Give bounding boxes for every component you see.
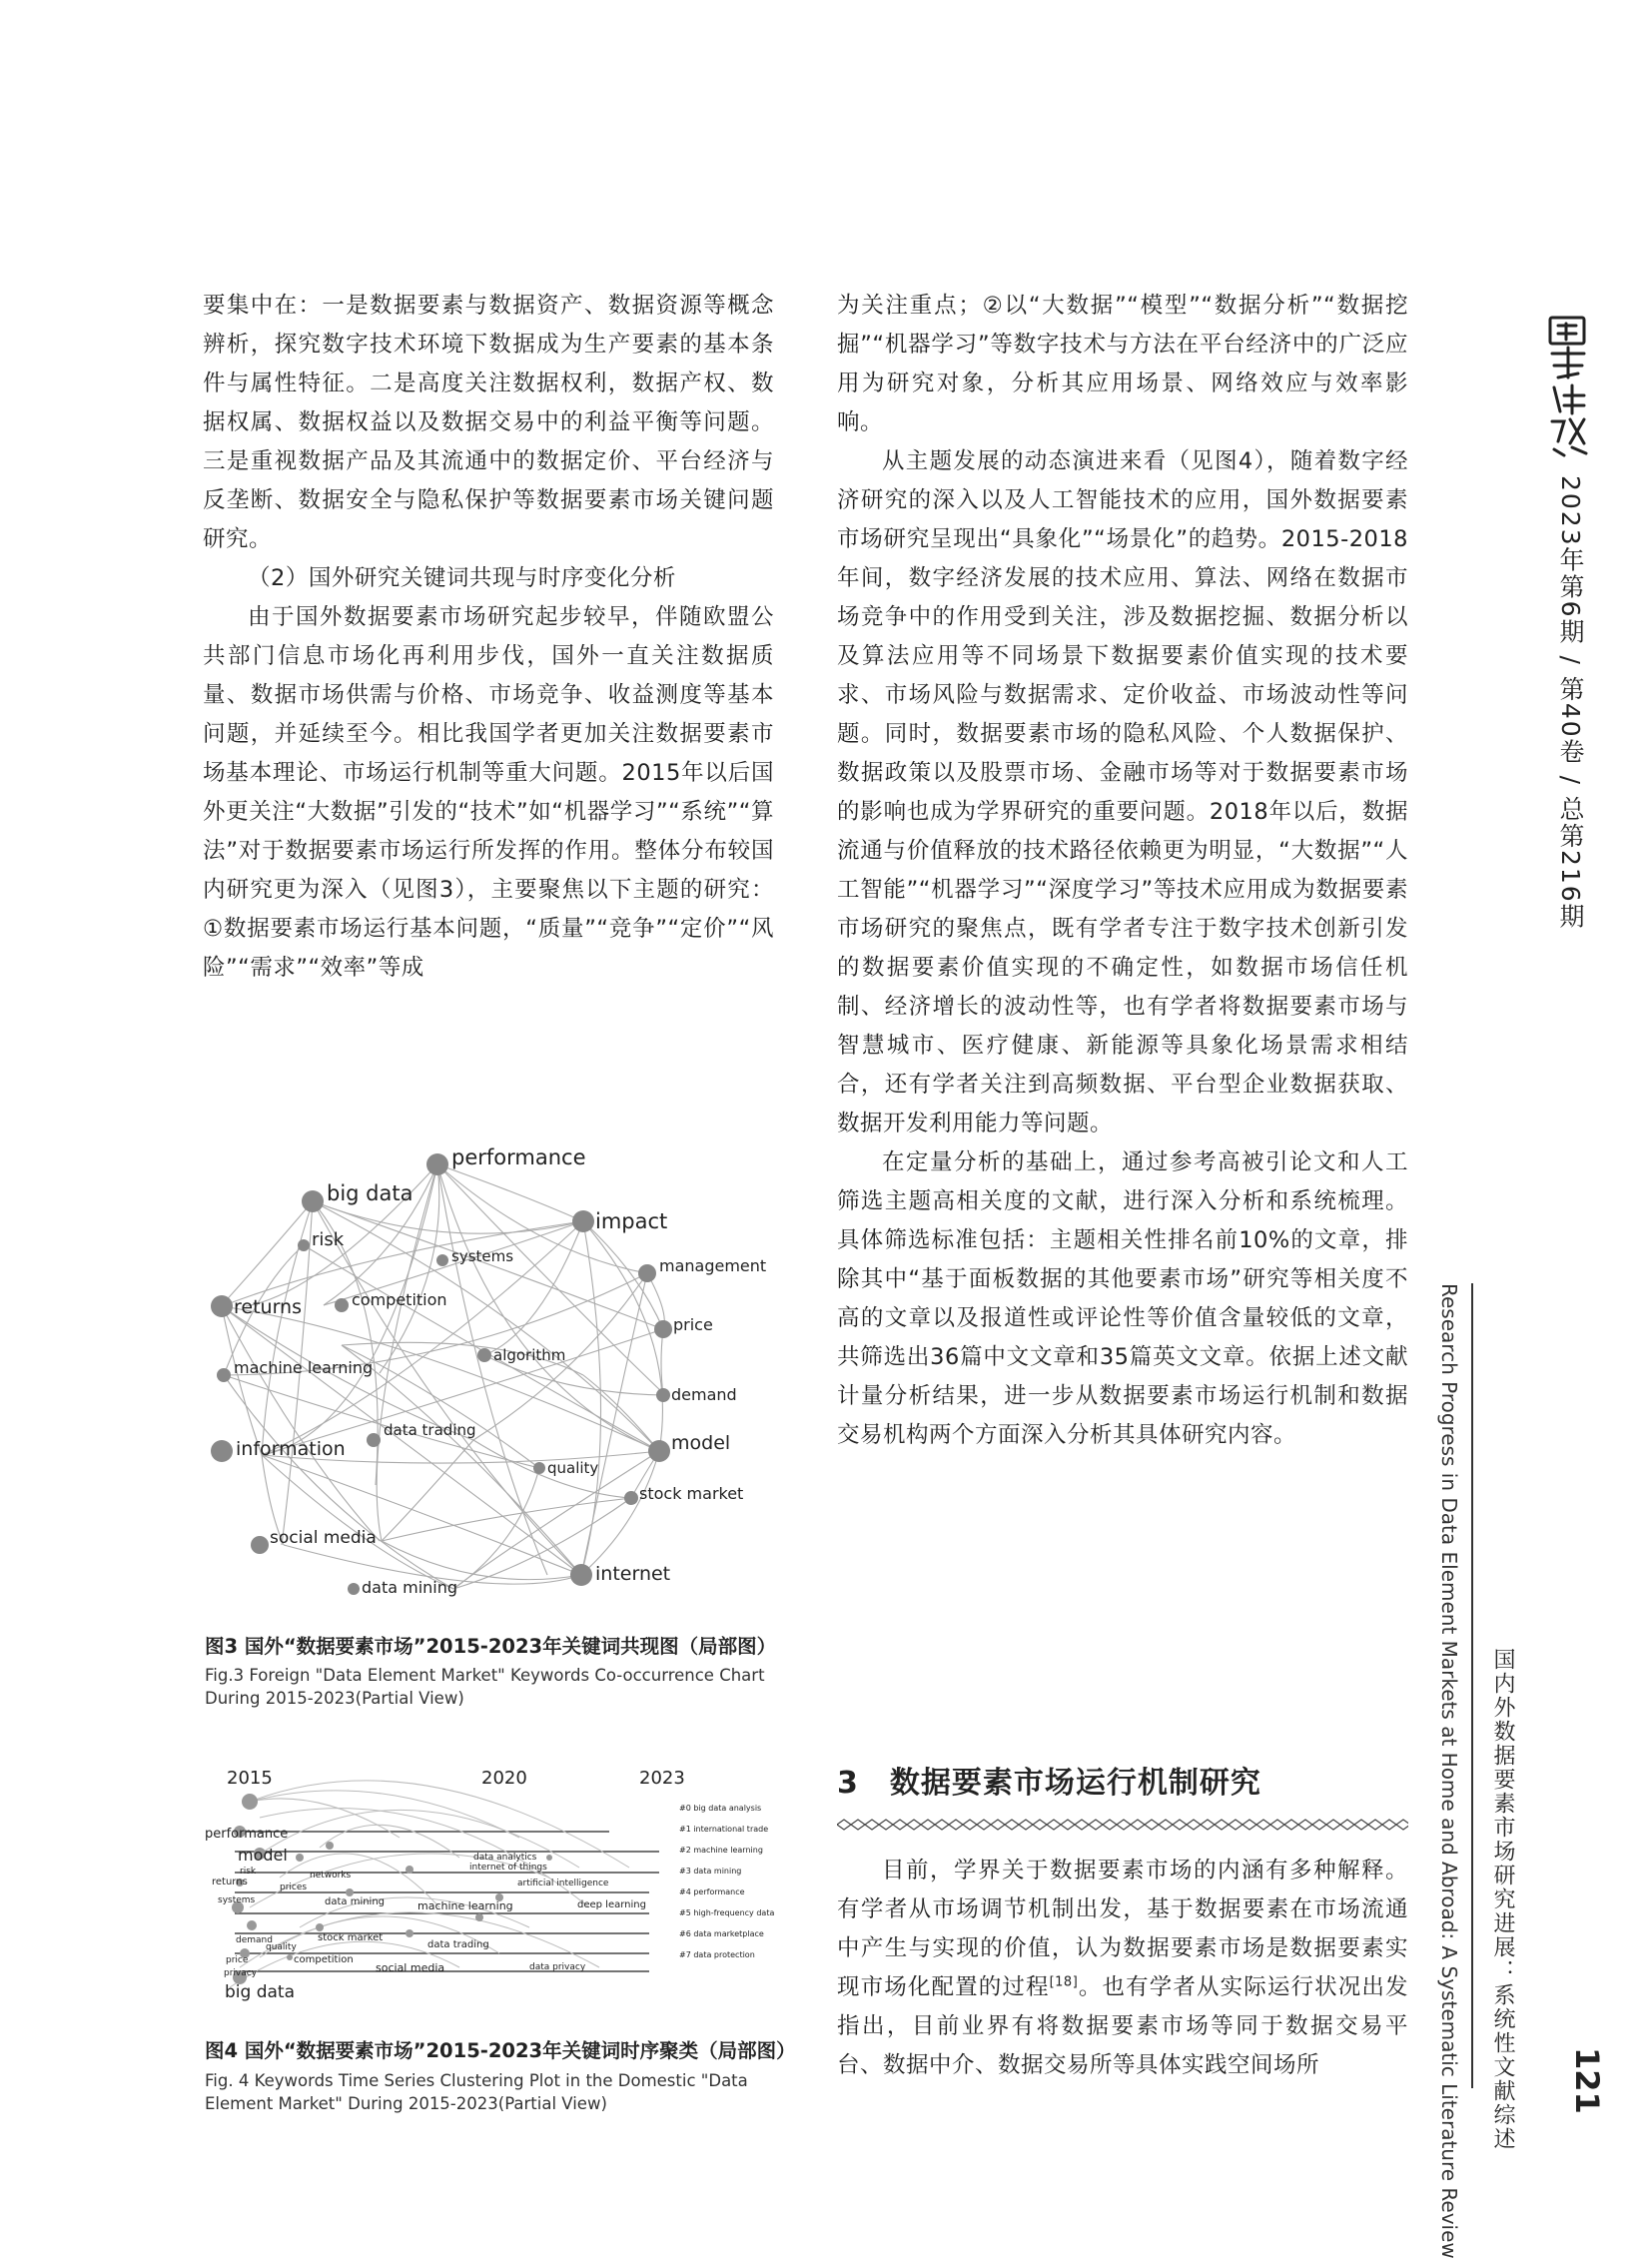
edge — [581, 1221, 601, 1575]
svg-text:#7 data protection: #7 data protection — [679, 1950, 755, 1959]
label-quality: quality — [547, 1459, 599, 1477]
svg-text:#5 high-frequency data: #5 high-frequency data — [679, 1908, 775, 1917]
node-competition — [335, 1298, 349, 1312]
article-title-cn: 国内外数据要素市场研究进展：系统性文献综述 — [1490, 1648, 1515, 2151]
svg-text:data analytics: data analytics — [473, 1853, 537, 1863]
edge — [262, 1201, 313, 1455]
node-returns — [211, 1295, 233, 1317]
node-information — [211, 1440, 233, 1462]
figure-4-caption-en-2: Element Market" During 2015-2023(Partial View) — [205, 2094, 607, 2113]
svg-text:#0 big data analysis: #0 big data analysis — [679, 1804, 762, 1813]
timeline-years — [227, 1768, 685, 1789]
sidebar-rule — [1471, 1283, 1473, 2088]
svg-text:deep learning: deep learning — [577, 1899, 646, 1910]
edge — [222, 1306, 380, 1541]
node-price — [654, 1320, 672, 1338]
svg-text:competition: competition — [294, 1954, 354, 1965]
svg-text:quality: quality — [266, 1942, 297, 1952]
svg-text:artificial intelligence: artificial intelligence — [517, 1879, 609, 1888]
node-machine-learning — [217, 1368, 231, 1382]
svg-text:#2 machine learning: #2 machine learning — [679, 1846, 763, 1855]
label-management: management — [659, 1256, 767, 1275]
svg-text:#4 performance: #4 performance — [679, 1887, 745, 1896]
label-demand: demand — [671, 1385, 737, 1404]
edge — [453, 1468, 539, 1589]
label-competition: competition — [352, 1290, 447, 1309]
node-stock-market — [624, 1491, 638, 1505]
label-price: price — [673, 1315, 713, 1334]
right-paragraph-3: 在定量分析的基础上，通过参考高被引论文和人工筛选主题高相关度的文献，进行深入分析和系统梳理。具体筛选标准包括：主题相关性排名前10%的文章，排除其中“基于面板数据的其他要素市场”研究等相关度不高的文章以及报道性或评论性等价值含量较低的文章，共筛选出36篇中文文章和35篇英文文章。依据上述文献计量分析结果，进一步从数据要素市场运行机制和数据交易机构两个方面深入分析其具体研究内容。 — [837, 1149, 1408, 1448]
journal-issue-info: 2023年第6期 / 第40卷 / 总第216期 — [1556, 475, 1585, 931]
figure-3-caption-cn: 图3 国外“数据要素市场”2015-2023年关键词共现图（局部图） — [205, 1635, 777, 1658]
node-big-data — [302, 1190, 324, 1212]
section-divider-zigzag — [837, 1818, 1408, 1832]
svg-text:stock market: stock market — [318, 1932, 384, 1943]
node-impact — [572, 1210, 594, 1232]
label-data-trading: data trading — [384, 1421, 476, 1439]
node-social-media — [251, 1536, 269, 1554]
node-model — [648, 1440, 670, 1462]
page-number: 121 — [1568, 2047, 1606, 2114]
svg-text:social media: social media — [376, 1961, 445, 1974]
edge — [581, 1273, 647, 1575]
svg-text:internet of things: internet of things — [469, 1863, 547, 1873]
figure-4-caption-cn: 图4 国外“数据要素市场”2015-2023年关键词时序聚类（局部图） — [205, 2039, 796, 2062]
node-systems — [436, 1254, 448, 1266]
svg-text:returns: returns — [212, 1877, 248, 1887]
label-returns: returns — [234, 1296, 302, 1318]
journal-logo — [1544, 314, 1594, 458]
svg-text:big data: big data — [225, 1982, 296, 2002]
right-paragraph-1: 为关注重点；②以“大数据”“模型”“数据分析”“数据挖掘”“机器学习”等数字技术与方法在平台经济中的广泛应用为研究对象，分析其应用场景、网络效应与效率影响。 — [837, 293, 1408, 435]
label-systems: systems — [451, 1247, 514, 1265]
node-algorithm — [477, 1348, 491, 1362]
svg-text:systems: systems — [218, 1895, 256, 1905]
cooccurrence-network-svg — [200, 1133, 789, 1623]
svg-text:performance: performance — [205, 1827, 289, 1842]
svg-text:price: price — [226, 1955, 249, 1965]
subsection-heading-2: （2）国外研究关键词共现与时序变化分析 — [248, 565, 676, 591]
svg-text:machine learning: machine learning — [417, 1899, 513, 1912]
right-text-column — [837, 287, 1408, 1455]
figure-3-caption-en-2: During 2015-2023(Partial View) — [205, 1689, 464, 1708]
section-3 — [837, 1758, 1408, 2108]
figure-3-caption-en-1: Fig.3 Foreign "Data Element Market" Keywords Co-occurrence Chart — [205, 1666, 765, 1685]
right-paragraph-2: 从主题发展的动态演进来看（见图4），随着数字经济研究的深入以及人工智能技术的应用，国外数据要素市场研究呈现出“具象化”“场景化”的趋势。2015-2018年间，数字经济发展的技术应用、算法、网络在数据市场竞争中的作用受到关注，涉及数据挖掘、数据分析以及算法应用等不同场景下数据要素价值实现的技术要求、市场风险与数据需求、定价收益、市场波动性等问题。同时，数据要素市场的隐私风险、个人数据保护、数据政策以及股票市场、金融市场等对于数据要素市场的影响也成为学界研究的重要问题。2018年以后，数据流通与价值释放的技术路径依赖更为明显，“大数据”“人工智能”“机器学习”“深度学习”等技术应用成为数据要素市场研究的聚焦点，既有学者专注于数字技术创新引发的数据要素价值实现的不确定性，如数据市场信任机制、经济增长的波动性等，也有学者将数据要素市场与智慧城市、医疗健康、新能源等具象化场景需求相结合，还有学者关注到高频数据、平台型企业数据获取、数据开发利用能力等问题。 — [837, 448, 1408, 1136]
edge — [437, 1164, 547, 1575]
right-paragraph-4: 目前，学界关于数据要素市场的内涵有多种解释。有学者从市场调节机制出发，基于数据要素在市场流通中产生与实现的价值，认为数据要素市场是数据要素实现市场化配置的过程[18]。也有学者从实际运行状况出发指出，目前业界有将数据要素市场等同于数据交易平台、数据中介、数据交易所等具体实践空间场所 — [837, 1858, 1408, 2078]
svg-text:demand: demand — [236, 1935, 273, 1945]
edge — [484, 1221, 583, 1355]
label-data-mining: data mining — [362, 1578, 458, 1597]
left-paragraph-2: 由于国外数据要素市场研究起步较早，伴随欧盟公共部门信息市场化再利用步伐，国外一直关注数据质量、数据市场供需与价格、市场竞争、收益测度等基本问题，并延续至今。相比我国学者更加关注数据要素市场基本理论、市场运行机制等重大问题。2015年以后国外更关注“大数据”引发的“技术”如“机器学习”“系统”“算法”对于数据要素市场运行所发挥的作用。整体分布较国内研究更为深入（见图3），主要聚焦以下主题的研究：①数据要素市场运行基本问题，“质量”“竞争”“定价”“风险”“需求”“效率”等成 — [203, 604, 774, 981]
year-2015: 2015 — [227, 1768, 273, 1789]
svg-text:#1 international trade: #1 international trade — [679, 1825, 769, 1834]
figure-4-caption-en-1: Fig. 4 Keywords Time Series Clustering Plot in the Domestic "Data — [205, 2071, 748, 2090]
year-2023: 2023 — [639, 1768, 685, 1789]
svg-text:risk: risk — [240, 1867, 257, 1877]
svg-text:data mining: data mining — [325, 1896, 386, 1907]
edge — [583, 1221, 662, 1451]
svg-text:#6 data marketplace: #6 data marketplace — [679, 1929, 764, 1938]
label-big-data: big data — [327, 1181, 413, 1205]
node-data-trading — [367, 1433, 381, 1447]
node-data-mining — [348, 1583, 360, 1595]
label-internet: internet — [595, 1563, 671, 1585]
node-risk — [298, 1239, 310, 1251]
svg-text:networks: networks — [310, 1871, 352, 1881]
node-performance — [426, 1153, 448, 1175]
section-heading: 3 数据要素市场运行机制研究 — [837, 1766, 1261, 1801]
timeline-terms — [205, 1827, 646, 2002]
article-title-en: Research Progress in Data Element Markets at Home and Abroad: A Systematic Literature Review — [1437, 1283, 1461, 2259]
label-machine-learning: machine learning — [234, 1358, 374, 1377]
node-internet — [570, 1564, 592, 1586]
edge — [262, 1221, 583, 1455]
label-information: information — [236, 1438, 346, 1460]
label-performance: performance — [451, 1145, 586, 1169]
network-labels — [234, 1145, 766, 1597]
figure-4-timeline-clustering — [200, 1758, 789, 2012]
svg-text:privacy: privacy — [224, 1968, 258, 1978]
figure-3-cooccurrence-network — [200, 1133, 789, 1623]
left-text-column — [203, 287, 774, 988]
node-management — [638, 1264, 656, 1282]
left-paragraph-1: 要集中在：一是数据要素与数据资产、数据资源等概念辨析，探究数字技术环境下数据成为生产要素的基本条件与属性特征。二是高度关注数据权利，数据产权、数据权属、数据权益以及数据交易中的利益平衡等问题。三是重视数据产品及其流通中的数据定价、平台经济与反垄断、数据安全与隐私保护等数据要素市场关键问题研究。 — [203, 293, 774, 552]
edge — [437, 1164, 583, 1221]
label-impact: impact — [595, 1209, 668, 1233]
label-social-media: social media — [270, 1528, 377, 1548]
node-demand — [656, 1388, 670, 1402]
citation-ref: [18] — [1049, 1974, 1079, 1990]
label-risk: risk — [312, 1229, 345, 1250]
edge — [437, 1164, 659, 1451]
svg-text:#3 data mining: #3 data mining — [679, 1867, 742, 1876]
timeline-svg — [200, 1758, 789, 2012]
edge — [382, 1440, 473, 1541]
node-quality — [533, 1462, 545, 1474]
svg-text:data privacy: data privacy — [529, 1962, 586, 1972]
svg-text:prices: prices — [280, 1882, 308, 1892]
label-algorithm: algorithm — [493, 1346, 566, 1364]
cluster-legend — [679, 1804, 774, 1959]
svg-text:model: model — [238, 1846, 288, 1865]
label-model: model — [671, 1432, 731, 1454]
edge — [313, 1201, 583, 1233]
year-2020: 2020 — [481, 1768, 527, 1789]
svg-text:data trading: data trading — [427, 1939, 489, 1950]
label-stock-market: stock market — [639, 1484, 744, 1503]
